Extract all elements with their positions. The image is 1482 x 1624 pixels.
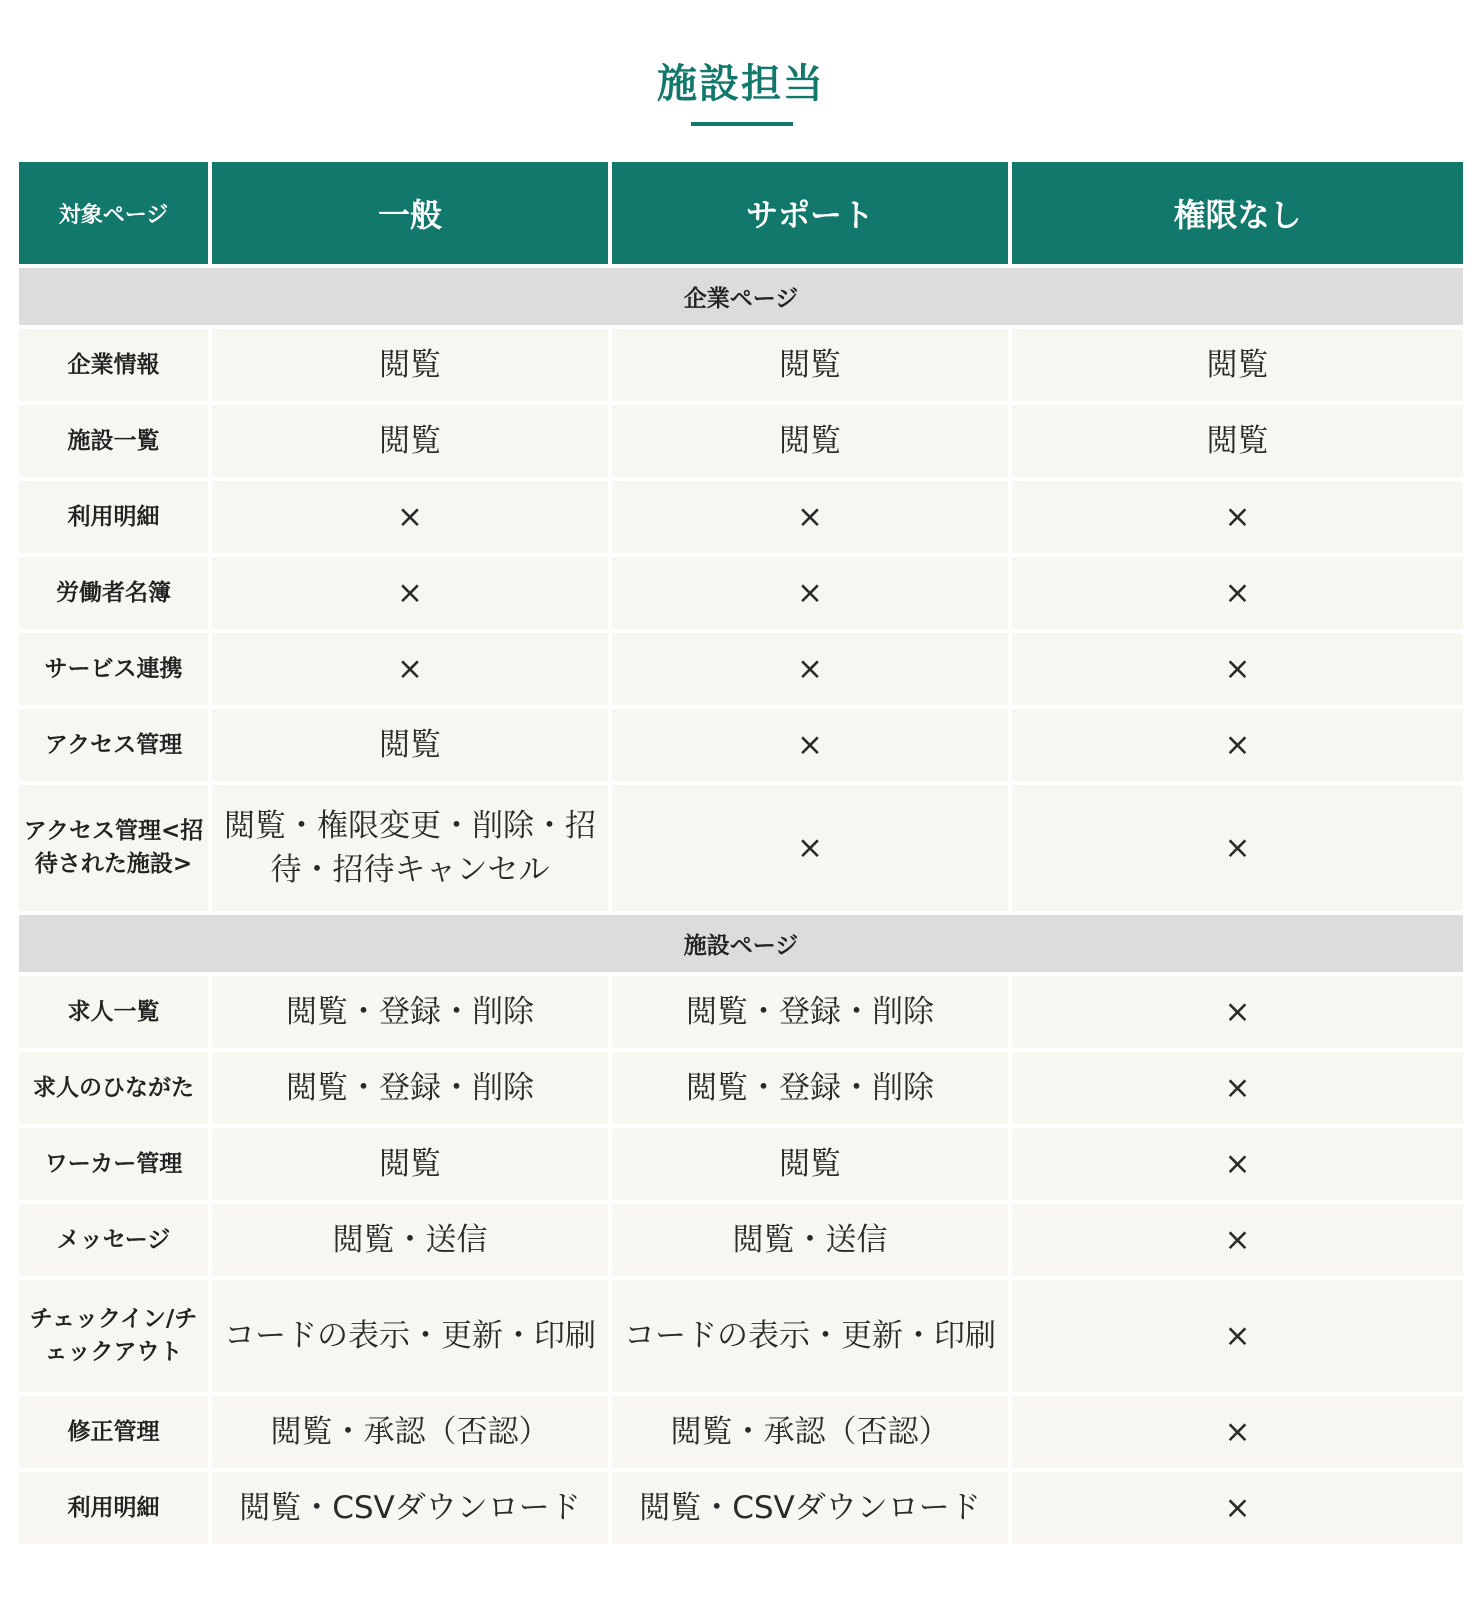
section-title: 施設ページ xyxy=(19,915,1463,976)
row-label: 施設一覧 xyxy=(19,405,212,481)
cell-no-permission: × xyxy=(1012,785,1463,915)
cell-no-permission: × xyxy=(1012,709,1463,785)
row-label: 労働者名簿 xyxy=(19,557,212,633)
section-title: 企業ページ xyxy=(19,268,1463,329)
cell-no-permission: × xyxy=(1012,557,1463,633)
cell-support: × xyxy=(612,481,1012,557)
cell-support: × xyxy=(612,709,1012,785)
cell-no-permission: × xyxy=(1012,1280,1463,1396)
cell-no-permission: × xyxy=(1012,1396,1463,1472)
table-row xyxy=(19,633,1463,709)
table-row xyxy=(19,1472,1463,1544)
table-row xyxy=(19,1396,1463,1472)
row-label: サービス連携 xyxy=(19,633,212,709)
cell-general: 閲覧・登録・削除 xyxy=(212,1052,612,1128)
cell-general: 閲覧 xyxy=(212,329,612,405)
table-row xyxy=(19,1280,1463,1396)
cell-general: × xyxy=(212,481,612,557)
cell-support: 閲覧・送信 xyxy=(612,1204,1012,1280)
header-support: サポート xyxy=(612,162,1012,268)
cell-support: 閲覧・承認（否認） xyxy=(612,1396,1012,1472)
cell-support: 閲覧・登録・削除 xyxy=(612,976,1012,1052)
cell-general: 閲覧・承認（否認） xyxy=(212,1396,612,1472)
cell-support: 閲覧 xyxy=(612,1128,1012,1204)
cell-support: × xyxy=(612,785,1012,915)
cell-support: × xyxy=(612,633,1012,709)
section-row-company xyxy=(19,268,1463,329)
table-row xyxy=(19,1052,1463,1128)
cell-no-permission: 閲覧 xyxy=(1012,329,1463,405)
cell-no-permission: × xyxy=(1012,1128,1463,1204)
cell-general: × xyxy=(212,633,612,709)
section-row-facility xyxy=(19,915,1463,976)
row-label: 求人一覧 xyxy=(19,976,212,1052)
row-label: メッセージ xyxy=(19,1204,212,1280)
cell-no-permission: × xyxy=(1012,1204,1463,1280)
cell-no-permission: 閲覧 xyxy=(1012,405,1463,481)
header-target-page: 対象ページ xyxy=(19,162,212,268)
row-label: 企業情報 xyxy=(19,329,212,405)
row-label: アクセス管理 xyxy=(19,709,212,785)
cell-general: 閲覧・権限変更・削除・招待・招待キャンセル xyxy=(212,785,612,915)
permission-table xyxy=(19,162,1463,1544)
cell-support: 閲覧 xyxy=(612,405,1012,481)
cell-general: 閲覧 xyxy=(212,405,612,481)
cell-support: コードの表示・更新・印刷 xyxy=(612,1280,1012,1396)
cell-no-permission: × xyxy=(1012,1052,1463,1128)
page-title: 施設担当 xyxy=(657,61,825,107)
cell-general: × xyxy=(212,557,612,633)
cell-no-permission: × xyxy=(1012,633,1463,709)
cell-general: 閲覧 xyxy=(212,1128,612,1204)
cell-support: × xyxy=(612,557,1012,633)
table-row xyxy=(19,481,1463,557)
title-underline xyxy=(691,122,793,126)
table-row xyxy=(19,1128,1463,1204)
row-label: 利用明細 xyxy=(19,1472,212,1544)
cell-no-permission: × xyxy=(1012,976,1463,1052)
header-row xyxy=(19,162,1463,268)
header-general: 一般 xyxy=(212,162,612,268)
row-label: 利用明細 xyxy=(19,481,212,557)
header-no-permission: 権限なし xyxy=(1012,162,1463,268)
cell-general: コードの表示・更新・印刷 xyxy=(212,1280,612,1396)
table-row xyxy=(19,976,1463,1052)
cell-general: 閲覧・CSVダウンロード xyxy=(212,1472,612,1544)
table-row xyxy=(19,709,1463,785)
cell-support: 閲覧・CSVダウンロード xyxy=(612,1472,1012,1544)
table-row xyxy=(19,785,1463,915)
cell-no-permission: × xyxy=(1012,1472,1463,1544)
table-row xyxy=(19,557,1463,633)
table-row xyxy=(19,405,1463,481)
table-row xyxy=(19,1204,1463,1280)
row-label: アクセス管理<招待された施設> xyxy=(19,785,212,915)
cell-general: 閲覧・送信 xyxy=(212,1204,612,1280)
cell-no-permission: × xyxy=(1012,481,1463,557)
cell-support: 閲覧 xyxy=(612,329,1012,405)
row-label: 修正管理 xyxy=(19,1396,212,1472)
cell-general: 閲覧・登録・削除 xyxy=(212,976,612,1052)
row-label: ワーカー管理 xyxy=(19,1128,212,1204)
cell-general: 閲覧 xyxy=(212,709,612,785)
row-label: 求人のひながた xyxy=(19,1052,212,1128)
row-label: チェックイン/チェックアウト xyxy=(19,1280,212,1396)
table-row xyxy=(19,329,1463,405)
cell-support: 閲覧・登録・削除 xyxy=(612,1052,1012,1128)
